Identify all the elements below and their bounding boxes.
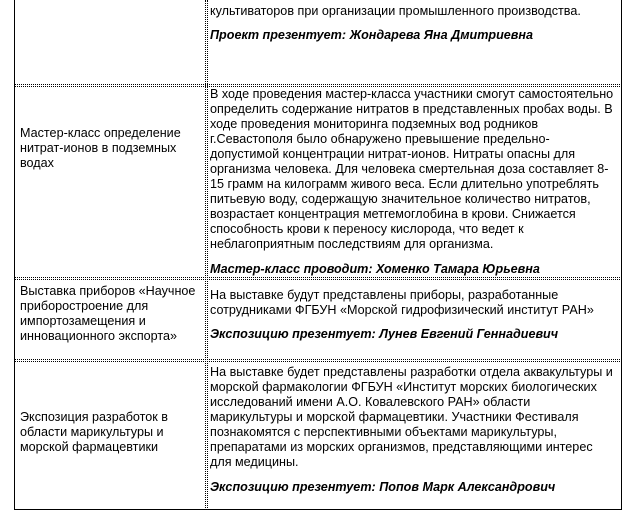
row-title: Мастер-класс определение нитрат-ионов в подземных водах xyxy=(20,126,181,170)
column-divider xyxy=(205,0,206,510)
row-divider-inner xyxy=(14,279,622,280)
row-author: Мастер-класс проводит: Хоменко Тамара Юрьевна xyxy=(210,262,540,276)
row-author: Экспозицию презентует: Лунев Евгений Геннадиевич xyxy=(210,327,559,341)
row-description: На выставке будут представлены приборы, разработанные сотрудниками ФГБУН «Морской гидрофизический институт РАН» xyxy=(210,288,594,317)
row-title: Экспозиция разработок в области марикультуры и морской фармацевтики xyxy=(20,410,168,454)
row-author: Проект презентует: Жондарева Яна Дмитриевна xyxy=(210,28,534,42)
row-description: На выставке будет представлены разработки отдела аквакультуры и морской фармакологии ФГБУН «Институт морских биологических исследований имени А.О. Ковалевского РАН» области марикультуры и морской фармацевтики. Участники Фестиваля познакомятся с перспективными объектами марикультуры, препаратами из морских организмов, представляющими интерес для медицины. xyxy=(210,365,613,469)
table-row xyxy=(210,87,616,277)
row-author: Экспозицию презентует: Попов Марк Александрович xyxy=(210,480,556,494)
row-divider xyxy=(14,277,622,278)
row-description: культиваторов при организации промышленного производства. xyxy=(210,4,581,18)
table-row xyxy=(210,4,616,43)
row-title: Выставка приборов «Научное приборостроение для импортозамещения и инновационного экспорта» xyxy=(20,284,196,343)
events-table xyxy=(14,0,622,510)
table-border-right xyxy=(621,0,622,510)
table-row xyxy=(210,365,616,495)
row-divider xyxy=(14,84,622,85)
row-divider-inner xyxy=(14,361,622,362)
table-border-left xyxy=(14,0,15,510)
column-divider-inner xyxy=(207,0,208,510)
table-row xyxy=(210,288,616,342)
row-divider xyxy=(14,359,622,360)
row-description: В ходе проведения мастер-класса участники смогут самостоятельно определить содержание нитратов в представленных пробах воды. В ходе проведения мониторинга подземных вод родников г.Севастополя было обнаружено превышение предельно-допустимой концентрации нитрат-ионов. Нитраты опасны для организма человека. Для человека смертельная доза составляет 8-15 грамм на килограмм живого веса. Если длительно употреблять питьевую воду, содержащую значительное количество нитратов, возрастает концентрация метгемоглобина в крови. Снижается способность крови к переносу кислорода, что ведет к неблагоприятным последствиям для организма. xyxy=(210,87,614,251)
